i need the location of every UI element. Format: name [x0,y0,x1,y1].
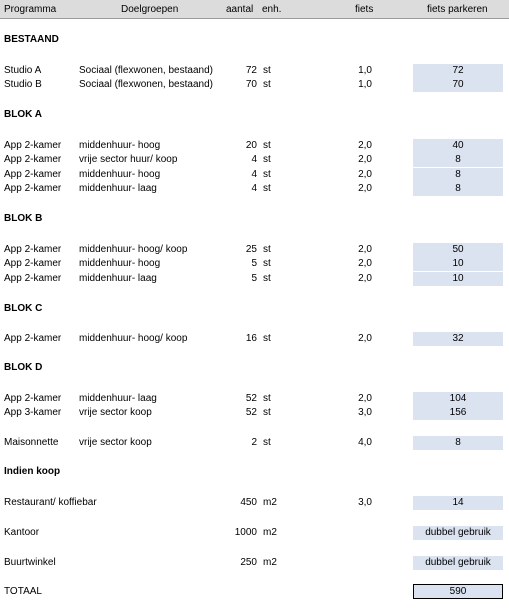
row-eenheid: st [263,244,271,255]
total-value: 590 [413,584,503,599]
row-doelgroep: vrije sector koop [79,437,152,448]
row-doelgroep: middenhuur- hoog/ koop [79,333,188,344]
row-programma: App 2-kamer [4,273,62,284]
row-fiets: 2,0 [358,169,372,180]
col-doelgroepen: Doelgroepen [121,4,179,15]
row-aantal: 25 [245,244,257,255]
row-aantal: 250 [240,557,257,568]
row-fiets-parkeren: 10 [413,272,503,286]
row-aantal: 5 [251,258,257,269]
row-fiets-parkeren: 8 [413,436,503,450]
row-programma: App 2-kamer [4,258,62,269]
row-programma: App 2-kamer [4,154,62,165]
row-programma: App 2-kamer [4,393,62,404]
row-aantal: 72 [245,65,257,76]
section-blok-d: BLOK D [4,362,43,373]
row-fiets-parkeren: 40 [413,139,503,153]
row-fiets: 3,0 [358,407,372,418]
row-aantal: 16 [245,333,257,344]
section-blok-a: BLOK A [4,109,42,120]
section-indien-koop: Indien koop [4,466,61,477]
row-fiets: 2,0 [358,258,372,269]
row-fiets: 2,0 [358,154,372,165]
row-fiets-parkeren: 10 [413,257,503,271]
row-doelgroep: middenhuur- hoog [79,140,161,151]
total-label: TOTAAL [4,586,42,597]
row-programma: App 2-kamer [4,169,62,180]
row-fiets-parkeren: 50 [413,243,503,257]
row-eenheid: st [263,258,271,269]
row-eenheid: st [263,183,271,194]
row-doelgroep: middenhuur- laag [79,183,157,194]
row-eenheid: m2 [263,497,277,508]
row-programma: App 2-kamer [4,244,62,255]
col-fiets-parkeren: fiets parkeren [427,4,488,15]
row-programma: Restaurant/ koffiebar [4,497,97,508]
row-programma: Studio B [4,79,42,90]
row-aantal: 450 [240,497,257,508]
row-eenheid: st [263,65,271,76]
row-eenheid: st [263,273,271,284]
row-doelgroep: Sociaal (flexwonen, bestaand) [79,79,213,90]
row-aantal: 5 [251,273,257,284]
section-bestaand: BESTAAND [4,34,59,45]
row-aantal: 2 [251,437,257,448]
row-aantal: 70 [245,79,257,90]
row-programma: Maisonnette [4,437,59,448]
row-fiets: 2,0 [358,393,372,404]
row-fiets-parkeren: 8 [413,182,503,196]
row-fiets: 2,0 [358,273,372,284]
col-fiets: fiets [355,4,374,15]
row-aantal: 52 [245,407,257,418]
row-doelgroep: middenhuur- hoog [79,258,161,269]
row-programma: Buurtwinkel [4,557,56,568]
row-doelgroep: middenhuur- laag [79,273,157,284]
row-programma: Studio A [4,65,42,76]
row-fiets-parkeren: dubbel gebruik [413,556,503,570]
row-fiets: 1,0 [358,65,372,76]
row-fiets-parkeren: 156 [413,406,503,420]
section-blok-c: BLOK C [4,303,43,314]
row-fiets: 2,0 [358,244,372,255]
row-fiets: 4,0 [358,437,372,448]
col-aantal: aantal [226,4,254,15]
row-fiets-parkeren: 72 [413,64,503,78]
row-doelgroep: middenhuur- hoog/ koop [79,244,188,255]
row-doelgroep: Sociaal (flexwonen, bestaand) [79,65,213,76]
row-fiets: 2,0 [358,333,372,344]
row-aantal: 52 [245,393,257,404]
col-programma: Programma [4,4,57,15]
row-eenheid: st [263,154,271,165]
row-doelgroep: middenhuur- hoog [79,169,161,180]
row-programma: Kantoor [4,527,40,538]
col-enh: enh. [262,4,282,15]
row-doelgroep: middenhuur- laag [79,393,157,404]
row-fiets-parkeren: 14 [413,496,503,510]
row-fiets-parkeren: 8 [413,168,503,182]
row-doelgroep: vrije sector huur/ koop [79,154,178,165]
row-eenheid: st [263,169,271,180]
row-aantal: 20 [245,140,257,151]
row-aantal: 1000 [234,527,257,538]
row-eenheid: m2 [263,527,277,538]
row-fiets-parkeren: 70 [413,78,503,92]
row-aantal: 4 [251,169,257,180]
row-eenheid: m2 [263,557,277,568]
row-eenheid: st [263,140,271,151]
row-programma: App 2-kamer [4,140,62,151]
row-programma: App 2-kamer [4,183,62,194]
row-fiets: 3,0 [358,497,372,508]
row-fiets: 1,0 [358,79,372,90]
row-fiets: 2,0 [358,183,372,194]
row-eenheid: st [263,393,271,404]
row-programma: App 3-kamer [4,407,62,418]
row-fiets-parkeren: 32 [413,332,503,346]
row-aantal: 4 [251,154,257,165]
row-fiets-parkeren: 104 [413,392,503,406]
table-header [0,0,509,19]
row-programma: App 2-kamer [4,333,62,344]
section-blok-b: BLOK B [4,213,43,224]
row-eenheid: st [263,437,271,448]
row-fiets-parkeren: dubbel gebruik [413,526,503,540]
row-doelgroep: vrije sector koop [79,407,152,418]
row-eenheid: st [263,79,271,90]
row-eenheid: st [263,333,271,344]
row-aantal: 4 [251,183,257,194]
row-fiets-parkeren: 8 [413,153,503,167]
row-fiets: 2,0 [358,140,372,151]
row-eenheid: st [263,407,271,418]
